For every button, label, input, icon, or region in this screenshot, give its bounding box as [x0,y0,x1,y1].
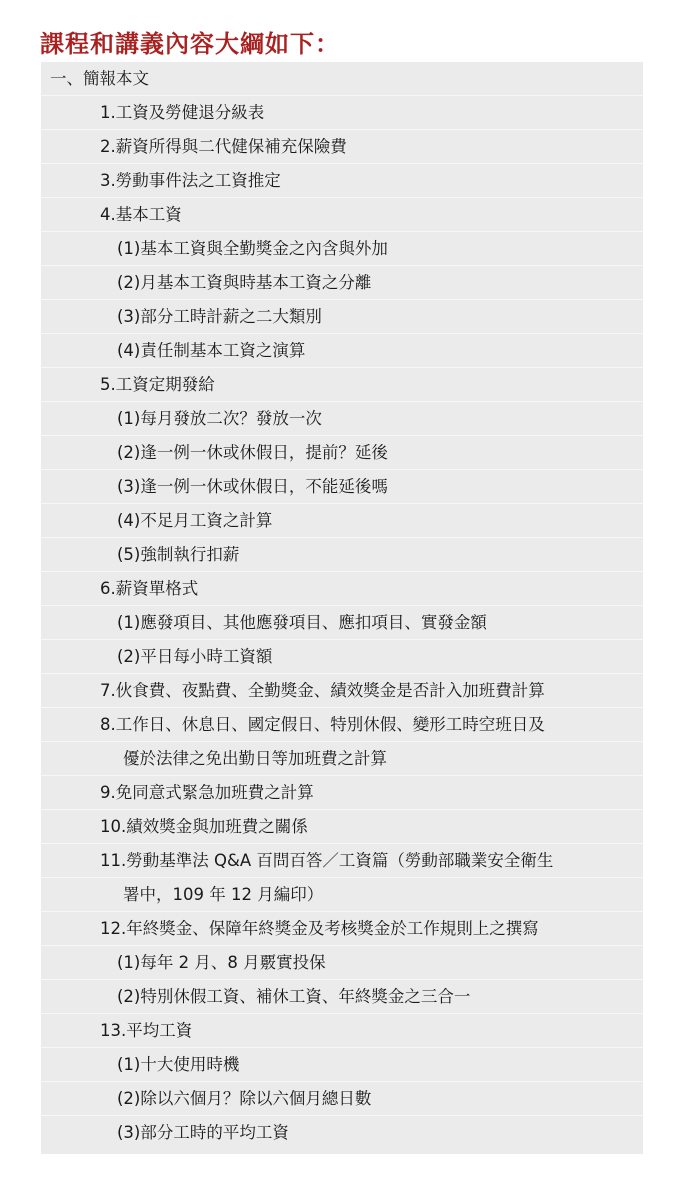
outline-item: (1)十大使用時機 [41,1048,643,1082]
outline-item: 4.基本工資 [41,198,643,232]
outline-item-continuation: 署中，109 年 12 月編印） [41,878,643,912]
outline-item: (2)除以六個月？除以六個月總日數 [41,1082,643,1116]
outline-item: (3)逢一例一休或休假日，不能延後嗎 [41,470,643,504]
outline-item: (2)月基本工資與時基本工資之分離 [41,266,643,300]
outline-item: (3)部分工時計薪之二大類別 [41,300,643,334]
outline-item: (4)不足月工資之計算 [41,504,643,538]
outline-item: 10.績效獎金與加班費之關係 [41,810,643,844]
outline-item: 7.伙食費、夜點費、全勤獎金、績效獎金是否計入加班費計算 [41,674,643,708]
page-heading: 課程和講義內容大綱如下： [40,30,340,58]
outline-item: (2)特別休假工資、補休工資、年終獎金之三合一 [41,980,643,1014]
outline-item: 2.薪資所得與二代健保補充保險費 [41,130,643,164]
outline-item: 12.年終獎金、保障年終獎金及考核獎金於工作規則上之撰寫 [41,912,643,946]
outline-item: 11.勞動基準法 Q&A 百問百答／工資篇（勞動部職業安全衛生 [41,844,643,878]
outline-item: (4)責任制基本工資之演算 [41,334,643,368]
outline-item: 6.薪資單格式 [41,572,643,606]
outline-item: 13.平均工資 [41,1014,643,1048]
outline-item: (1)每年 2 月、8 月覈實投保 [41,946,643,980]
outline-item: 9.免同意式緊急加班費之計算 [41,776,643,810]
outline-item: (1)基本工資與全勤獎金之內含與外加 [41,232,643,266]
outline-item: 8.工作日、休息日、國定假日、特別休假、變形工時空班日及 [41,708,643,742]
outline-item: (1)每月發放二次？發放一次 [41,402,643,436]
outline-item: (3)部分工時的平均工資 [117,1123,289,1142]
outline-panel [41,62,643,1154]
outline-item-continuation: 優於法律之免出勤日等加班費之計算 [41,742,643,776]
outline-item: 5.工資定期發給 [41,368,643,402]
outline-item: (2)逢一例一休或休假日，提前？延後 [41,436,643,470]
outline-item: (2)平日每小時工資額 [41,640,643,674]
outline-item: (5)強制執行扣薪 [41,538,643,572]
outline-item: (1)應發項目、其他應發項目、應扣項目、實發金額 [41,606,643,640]
outline-item: 1.工資及勞健退分級表 [41,96,643,130]
outline-item: 3.勞動事件法之工資推定 [41,164,643,198]
outline-section-title: 一、簡報本文 [41,62,643,96]
